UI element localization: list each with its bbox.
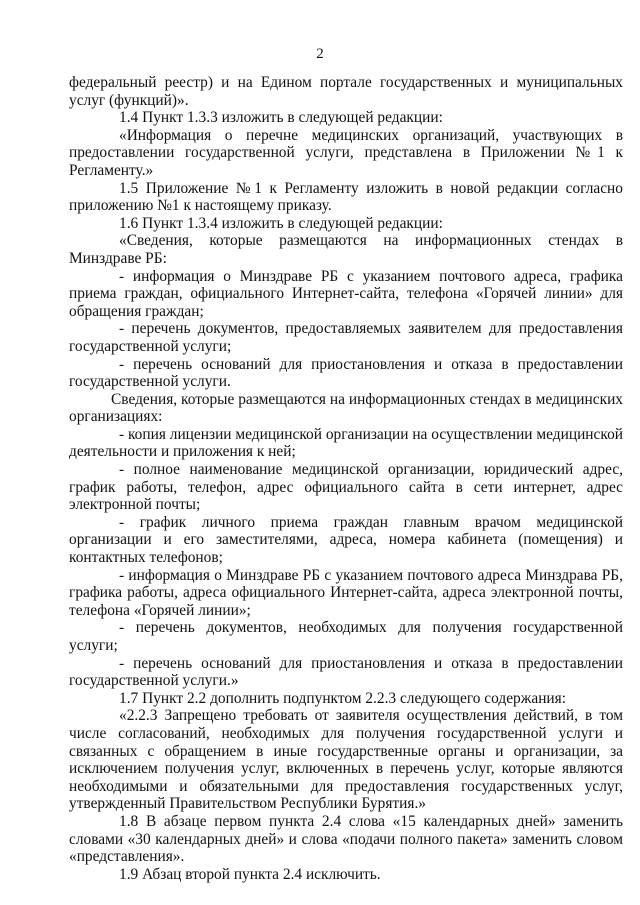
- paragraph-6: «Сведения, которые размещаются на информационных стендах в Минздраве РБ:: [69, 232, 623, 267]
- paragraph-13: - график личного приема граждан главным врачом медицинской организации и его заместителями, адреса, номера кабинета (помещения) и контактных телефонов;: [69, 513, 623, 567]
- paragraph-14: - информация о Минздраве РБ с указанием почтового адреса Минздрава РБ, графика работы, адреса официального Интернет-сайта, адреса электронной почты, телефона «Горячей линии»;: [69, 566, 623, 619]
- page-number: 2: [316, 46, 324, 62]
- paragraph-12: - полное наименование медицинской организации, юридический адрес, график работы, телефон, адрес официального сайта в сети интернет, адрес электронной почты;: [69, 461, 623, 514]
- paragraph-18: «2.2.3 Запрещено требовать от заявителя осуществления действий, в том числе согласований, необходимых для получения государственной услуги и связанных с обращением в иные государственные органы и организации, за исключением получения услуг, включенных в перечень услуг, которые являются необходимыми и обязательными для предоставления государственных услуг, утвержденный Правительством Республики Бурятия.»: [69, 707, 623, 813]
- paragraph-5: 1.6 Пункт 1.3.4 изложить в следующей редакции:: [119, 214, 443, 232]
- paragraph-17: 1.7 Пункт 2.2 дополнить подпунктом 2.2.3 следующего содержания:: [119, 689, 567, 707]
- paragraph-4: 1.5 Приложение №1 к Регламенту изложить в новой редакции согласно приложению №1 к настоящему приказу.: [69, 179, 623, 215]
- document-body: [69, 74, 623, 883]
- paragraph-11: - копия лицензии медицинской организации на осуществлении медицинской деятельности и приложения к ней;: [69, 425, 623, 461]
- paragraph-3: «Информация о перечне медицинских организаций, участвующих в предоставлении государственной услуги, представлена в Приложении №1 к Регламенту.»: [69, 126, 623, 179]
- paragraph-15: - перечень документов, необходимых для получения государственной услуги;: [69, 619, 623, 654]
- paragraph-7: - информация о Минздраве РБ с указанием почтового адреса, графика приема граждан, официального Интернет-сайта, телефона «Горячей линии» для обращения граждан;: [69, 267, 623, 320]
- paragraph-16: - перечень оснований для приостановления и отказа в предоставлении государственной услуги.»: [69, 654, 623, 690]
- paragraph-10: Сведения, которые размещаются на информационных стендах в медицинских организациях:: [69, 390, 623, 426]
- paragraph-1: федеральный реестр) и на Едином портале государственных и муниципальных услуг (функций)».: [69, 74, 623, 109]
- paragraph-19: 1.8 В абзаце первом пункта 2.4 слова «15 календарных дней» заменить словами «30 календарных дней» и слова «подачи полного пакета» заменить словом «представления».: [69, 812, 623, 866]
- paragraph-2: 1.4 Пункт 1.3.3 изложить в следующей редакции:: [119, 109, 443, 127]
- paragraph-9: - перечень оснований для приостановления и отказа в предоставлении государственной услуги.: [69, 355, 623, 391]
- paragraph-20: 1.9 Абзац второй пункта 2.4 исключить.: [119, 865, 381, 883]
- paragraph-8: - перечень документов, предоставляемых заявителем для предоставления государственной услуги;: [69, 320, 623, 355]
